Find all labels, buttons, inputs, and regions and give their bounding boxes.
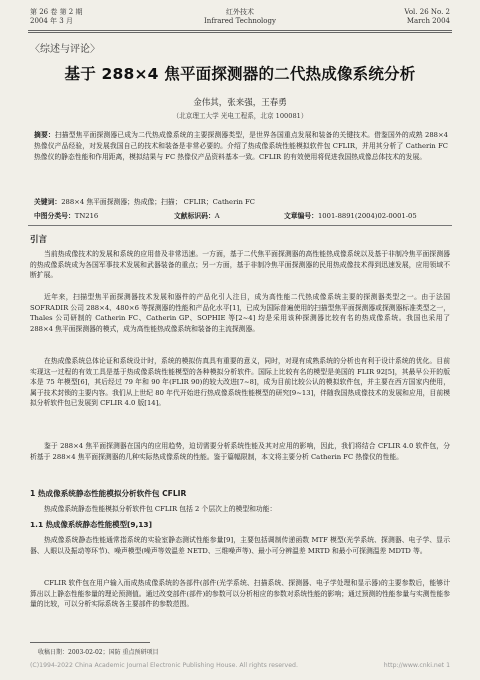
header-volume-line: 第 26 卷 第 2 期 [30, 8, 83, 16]
section-heading-1: 1 热成像系统静态性能模拟分析软件包 CFLIR [30, 489, 187, 498]
paper-affiliation: （北京理工大学 光电工程系，北京 100081） [172, 112, 308, 120]
copyright-notice: (C)1994-2022 China Academic Journal Electronic Publishing House. All rights reserved. [30, 662, 298, 669]
header-volume-en [404, 8, 450, 26]
intro-paragraph-1: 当前热成像技术的发展和系统的应用普及非常迅速。一方面，基于二代焦平面探测器的高性能热成像系统以及基于非制冷焦平面探测器的热成像系统成为各国军事技术发展和武器装备的重点；另一方面，基于非制冷焦平面探测器的民用热成像技术得到迅速发展，应用领域不断扩展。 [30, 250, 450, 280]
abstract-text: 扫描型焦平面探测器已成为二代热成像系统的主要探测器类型，是世界各国重点发展和装备的关键技术。借鉴国外的成熟 288×4 热像仪产品经验，对发展我国自己的技术和装备是非常必要的。介绍了热成像系统性能模拟软件包 CFLIR，并用其分析了 Catherin FC 热像仪的静态性能和作用距离，模拟结果与 FC 热像仪产品资料基本一致。CFLIR 的有效使用将促进我国热成像总体技术的发展。 [34, 131, 449, 161]
section-1-1-paragraph-1: 热成像系统静态性能通常指系统的实验室静态测试性能参量[9]，主要包括调制传递函数 MTF 模型(光学系统、探测器、电子学、显示器、人眼以及振动等环节)、噪声模型(噪声等效温差 NETD、三维噪声等)、最小可分辨温差 MRTD 和最小可探测温差 MDTD 等。 [30, 536, 450, 555]
header-rule [28, 30, 452, 33]
footer-url-and-page [384, 662, 450, 669]
abstract-divider [28, 225, 452, 226]
intro-paragraph-3: 在热成像系统总体论证和系统设计时，系统的模拟仿真具有重要的意义，同时，对现有成熟系统的分析也有利于设计系统的优化。目前实现这一过程的有效工具是基于热成像系统性能模型的各种模拟分析软件。国际上比较有名的模型是美国的 FLIR 92[5]，其最早公开的版本是 75 年模型[6]，其后经过 79 年和 90 年(FLIR 90)的较大改进[7~8]，成为目前比较公认的模拟软件包，并主要在西方国家内使用，属于技术封锁的主要内容。我们从上世纪 80 年代开始进行热成像系统性能模型的研究[9~13]，伴随我国热成像技术的发展和应用，目前模拟分析软件包已发展到 CFLIR 4.0 版[14]。 [30, 357, 450, 408]
abstract [34, 130, 448, 163]
footnote: 收稿日期：2003-02-02；国防 重点预研项目 [38, 649, 159, 656]
header-journal-en: Infrared Technology [204, 17, 276, 25]
header-date-line: 2004 年 3 月 [30, 17, 73, 25]
classification-line [34, 210, 454, 220]
doc-code-label: 文献标识码： [174, 212, 215, 220]
doc-code-value: A [214, 212, 220, 220]
keywords [34, 196, 255, 206]
intro-heading: 引言 [30, 235, 48, 245]
article-id-value: 1001-8891(2004)02-0001-05 [317, 212, 417, 220]
paper-title: 基于 288×4 焦平面探测器的二代热成像系统分析 [64, 65, 416, 83]
intro-paragraph-2: 近年来，扫描型焦平面探测器技术发展和器件的产品化引人注目，成为高性能二代热成像系统主要的探测器类型之一。由于法国 SOFRADIR 公司 288×4、480×6 等探测器的性能和产品化水平[1]，已成为国际普遍使用的扫描型焦平面探测器或探测器标准类型之一，Thales 公司研制的 Catherin FC、Catherin GP、SOPHIE 等[2~4] 均是采用该种探测器比较有名的热成像系统。我国也采用了 288×4 焦平面探测器的模式，成为高性能热成像系统和装备的主流探测器。 [30, 293, 450, 333]
intro-paragraph-4: 鉴于 288×4 焦平面探测器在国内的应用趋势，迫切需要分析系统性能及其对应用的影响，因此，我们将结合 CFLIR 4.0 软件包，分析基于 288×4 焦平面探测器的几种实际热成像系统的性能。鉴于篇幅限制，本文将主要分析 Catherin FC 热像仪的性能。 [30, 442, 450, 461]
header-date-en-line: March 2004 [406, 17, 450, 25]
header-volume-en-line: Vol. 26 No. 2 [404, 8, 450, 16]
footer-url: http://www.cnki.net [383, 662, 445, 669]
section-1-paragraph: 热成像系统静态性能模拟分析软件包 CFLIR 包括 2 个层次上的模型和功能： [44, 505, 277, 513]
clc-value: TN216 [74, 212, 99, 220]
abstract-label: 摘要： [34, 131, 55, 139]
footnote-rule [30, 642, 150, 643]
paper-authors: 金伟其，张来强，王春勇 [193, 98, 287, 108]
header-journal [30, 8, 450, 26]
header-journal-cn: 红外技术 [226, 8, 254, 16]
clc-label: 中图分类号： [34, 212, 75, 220]
section-1-1-paragraph-2: CFLIR 软件包在用户输入而成热成像系统的各部件(部件(光学系统、扫描系统、探测器、电子学处理和显示器)的主要参数后，能够计算出以上静态性能参量的理论预测值。通过改变部件(部件)的参数可以分析相应的参数对系统性能的影响；通过预测的性能参量与实测性能参量的比较，可以分析实际系统各主要部件的参数范围。 [30, 579, 450, 609]
keywords-label: 关键词： [34, 198, 62, 206]
keywords-text: 288×4 焦平面探测器；热成像；扫描； CFLIR；Catherin FC [61, 198, 255, 206]
section-heading-1-1: 1.1 热成像系统静态性能模型[9,13] [30, 520, 152, 529]
article-id-label: 文章编号： [284, 212, 318, 220]
section-label: 〈综述与评论〉 [30, 44, 100, 55]
page-number: 1 [446, 662, 450, 669]
